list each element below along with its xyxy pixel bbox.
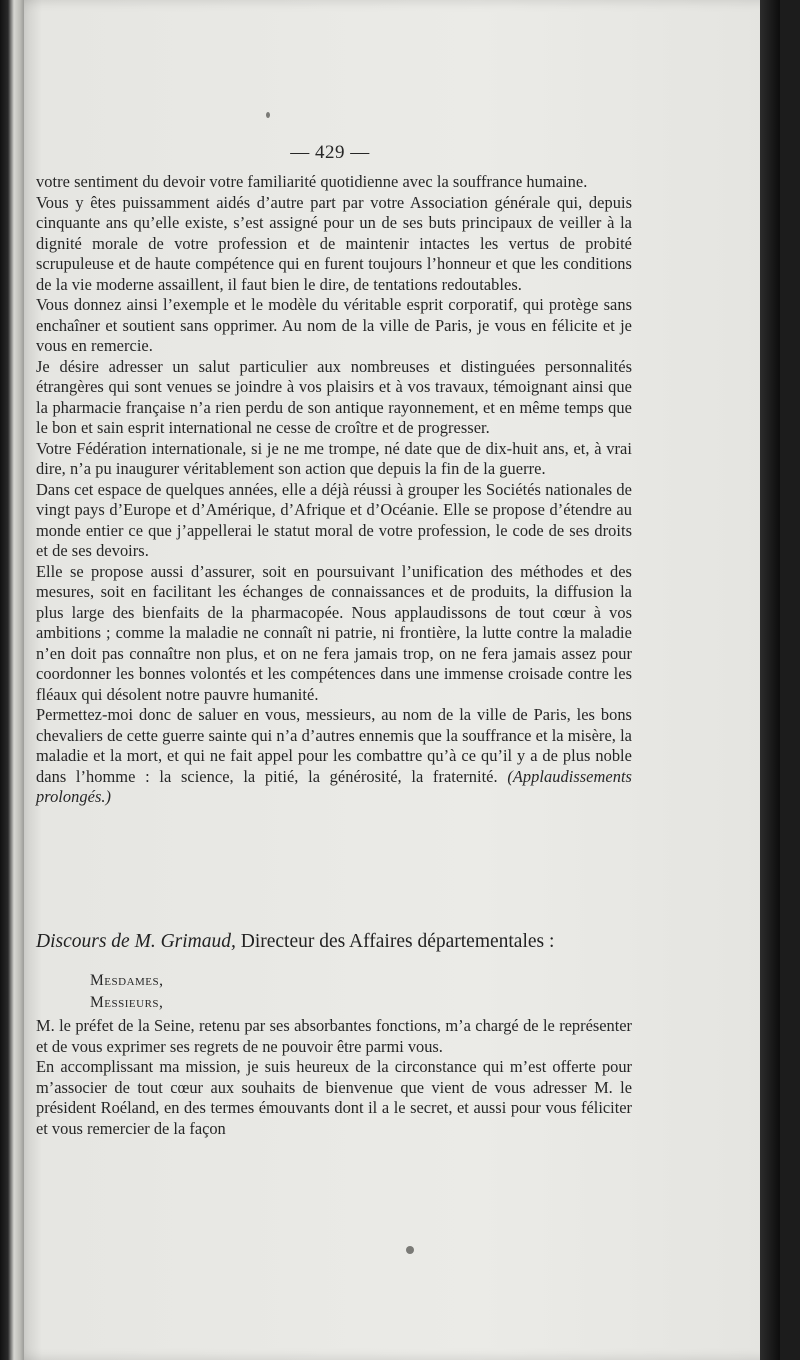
- paragraph: M. le préfet de la Seine, retenu par ses absorbantes fonctions, m’a chargé de le représenter et de vous exprimer ses regrets de ne pouvoir être parmi vous.: [36, 1016, 632, 1056]
- paragraph: Dans cet espace de quelques années, elle a déjà réussi à grouper les Sociétés nationales de vingt pays d’Europe et d’Amérique, d’Afrique et d’Océanie. Elle se propose d’étendre au monde entier ce que j’appellerai le statut moral de votre profession, le code de ses droits et de ses devoirs.: [36, 479, 632, 560]
- paper-speck: [406, 1246, 414, 1254]
- paragraph: En accomplissant ma mission, je suis heureux de la circonstance qui m’est offerte pour m’associer de tout cœur aux souhaits de bienvenue que vient de vous adresser M. le président Roéland, en des termes émouvants dont il a le secret, et aussi pour vous féliciter et vous remercier de la façon: [36, 1057, 632, 1138]
- book-binding-edge: [0, 0, 26, 1360]
- salutation-line: Messieurs,: [90, 994, 164, 1011]
- salutation-line: Mesdames,: [90, 972, 164, 989]
- closing-text: Permettez-moi donc de saluer en vous, messieurs, au nom de la ville de Paris, les bons chevaliers de cette guerre sainte qui n’a d’autres ennemis que la souffrance et la misère, la maladie et la mort, et qui ne fait appel pour les combattre qu’à ce qu’il y a de plus noble dans l’homme : la science, la pitié, la générosité, la fraternité.: [36, 705, 632, 786]
- paragraph: Votre Fédération internationale, si je ne me trompe, né date que de dix-huit ans, et, à vrai dire, n’a pu inaugurer véritablement son action que depuis la fin de la guerre.: [36, 438, 632, 478]
- paragraph: Vous donnez ainsi l’exemple et le modèle du véritable esprit corporatif, qui protège sans enchaîner et soutient sans opprimer. Au nom de la ville de Paris, je vous en félicite et je vous en remercie.: [36, 295, 632, 355]
- applause-note: (Applaudissements prolongés.): [36, 766, 632, 806]
- speech-heading: [36, 930, 632, 954]
- paper-speck: [266, 112, 270, 118]
- speaker-role: Directeur des Affaires départementales :: [240, 931, 555, 952]
- paragraph: votre sentiment du devoir votre familiarité quotidienne avec la souffrance humaine.: [36, 172, 588, 191]
- paragraph: Je désire adresser un salut particulier aux nombreuses et distinguées personnalités étrangères qui sont venues se joindre à vos plaisirs et à vos travaux, témoignant ainsi que la pharmacie française n’a rien perdu de son antique rayonnement, et en même temps que le bon et sain esprit international ne cesse de croître et de progresser.: [36, 356, 632, 437]
- body-text: [36, 172, 632, 808]
- paragraph: Elle se propose aussi d’assurer, soit en poursuivant l’unification des méthodes et des mesures, soit en facilitant les échanges de connaissances et de produits, la diffusion la plus large des bienfaits de la pharmacopée. Nous applaudissons de tout cœur à vos ambitions ; comme la maladie ne connaît ni patrie, ni frontière, la lutte contre la maladie n’en doit pas connaître non plus, et on ne fera jamais trop, on ne fera jamais assez pour coordonner les bonnes volontés et les compétences dans une immense croisade contre les fléaux qui désolent notre pauvre humanité.: [36, 561, 632, 704]
- body-text-2: [36, 1016, 632, 1139]
- paragraph: Vous y êtes puissamment aidés d’autre part par votre Association générale qui, depuis cinquante ans qu’elle existe, s’est assigné pour un de ses buts principaux de veiller à la dignité morale de votre profession et de maintenir intactes les vertus de probité scrupuleuse et de haute compétence qui en furent toujours l’honneur et que les conditions de la vie moderne assaillent, il faut bien le dire, de tentations redoutables.: [36, 192, 632, 294]
- page-right-shadow: [760, 0, 780, 1360]
- page-number: — 429 —: [290, 142, 370, 163]
- speaker-name: Discours de M. Grimaud,: [36, 931, 236, 952]
- closing-paragraph: [36, 705, 632, 808]
- salutation: [90, 970, 164, 1014]
